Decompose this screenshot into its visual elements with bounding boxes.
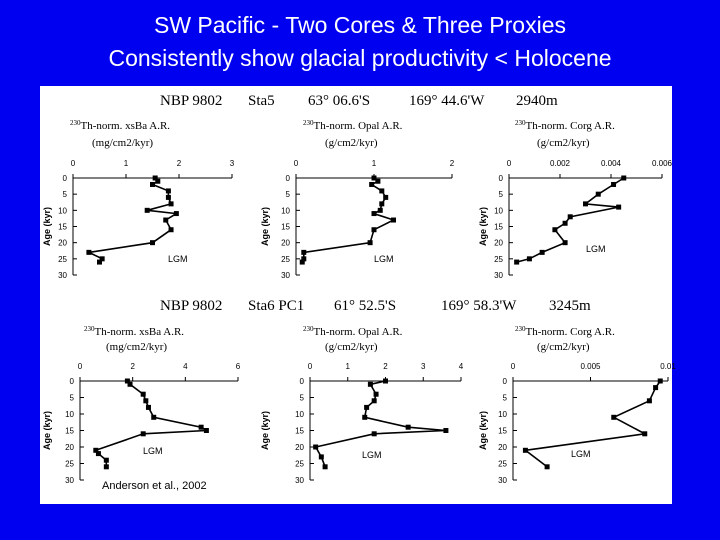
data-point: [653, 385, 658, 390]
x-tick-label: 1: [345, 362, 350, 371]
proxy-chart-5: [260, 325, 464, 485]
data-point: [527, 256, 532, 261]
title-superscript: 230: [84, 325, 95, 333]
data-point: [166, 188, 171, 193]
x-tick-label: 0: [77, 362, 83, 371]
data-point: [104, 458, 109, 463]
title-superscript: 230: [303, 119, 314, 127]
data-point: [141, 431, 146, 436]
y-tick-label: 25: [295, 459, 304, 469]
water-depth: 3245m: [549, 298, 591, 314]
title-text: Th-norm. xsBa A.R.: [80, 120, 171, 132]
x-tick-label: 0: [510, 362, 516, 371]
x-tick-label: 0: [70, 159, 76, 168]
data-point: [611, 415, 616, 420]
y-axis-label: Age (kyr): [478, 410, 488, 451]
y-tick-label: 10: [494, 206, 503, 216]
y-tick-label: 5: [502, 393, 507, 403]
title-superscript: 230: [515, 119, 526, 127]
title-text: Th-norm. xsBa A.R.: [94, 326, 185, 338]
data-point: [301, 250, 306, 255]
y-tick-label: 20: [281, 238, 290, 248]
data-point: [658, 379, 663, 384]
x-tick-label: 3: [421, 362, 426, 371]
y-tick-label: 25: [498, 459, 507, 469]
data-point: [368, 382, 373, 387]
data-point: [523, 448, 528, 453]
y-tick-label: 5: [62, 190, 67, 200]
data-point: [204, 428, 209, 433]
data-point: [174, 211, 179, 216]
x-tick-label: 0.004: [600, 159, 622, 168]
data-point: [372, 227, 377, 232]
data-point: [596, 192, 601, 197]
y-tick-label: 30: [58, 271, 67, 280]
proxy-chart-6: [478, 325, 676, 485]
lgm-annotation: LGM: [374, 254, 394, 264]
y-tick-label: 30: [494, 271, 503, 280]
y-tick-label: 0: [285, 174, 290, 183]
y-axis-label: Age (kyr): [260, 410, 270, 451]
data-point: [378, 208, 383, 213]
data-point: [583, 201, 588, 206]
citation: Anderson et al., 2002: [102, 480, 207, 492]
data-point: [443, 428, 448, 433]
x-tick-label: 0.006: [651, 159, 673, 168]
figure-panel: [40, 86, 676, 504]
y-tick-label: 25: [65, 459, 74, 469]
data-point: [616, 205, 621, 210]
y-tick-label: 5: [299, 393, 304, 403]
data-point: [97, 260, 102, 265]
title-superscript: 230: [303, 325, 314, 333]
data-point: [545, 464, 550, 469]
y-tick-label: 15: [295, 426, 304, 436]
y-tick-label: 0: [299, 377, 304, 386]
data-point: [621, 176, 626, 181]
longitude: 169° 58.3'W: [441, 298, 517, 314]
station-name: Sta5: [248, 93, 275, 109]
y-tick-label: 10: [498, 410, 507, 419]
y-axis-label: Age (kyr): [478, 206, 488, 247]
core-header-sta5: [160, 93, 558, 109]
title-superscript: 230: [70, 119, 81, 127]
data-point: [372, 398, 377, 403]
data-point: [383, 195, 388, 200]
data-point: [383, 379, 388, 384]
chart-units: (mg/cm2/kyr): [106, 341, 168, 353]
y-tick-label: 15: [494, 222, 503, 232]
y-tick-label: 20: [498, 443, 507, 452]
x-tick-label: 2: [449, 159, 455, 168]
y-tick-label: 15: [65, 426, 74, 436]
longitude: 169° 44.6'W: [409, 93, 485, 109]
lgm-annotation: LGM: [571, 449, 591, 459]
data-point: [169, 227, 174, 232]
chart-title: [70, 119, 170, 132]
data-point: [155, 179, 160, 184]
data-point: [374, 392, 379, 397]
data-point: [406, 425, 411, 430]
x-tick-label: 0.005: [580, 362, 601, 371]
data-point: [150, 240, 155, 245]
chart-title: [303, 119, 403, 132]
proxy-chart-2: [260, 119, 455, 280]
title-text: Th-norm. Opal A.R.: [313, 326, 403, 338]
title-text: Th-norm. Corg A.R.: [525, 326, 615, 338]
y-tick-label: 15: [498, 426, 507, 436]
core-header-sta6: [160, 298, 591, 314]
x-tick-label: 0: [307, 362, 313, 371]
data-point: [372, 211, 377, 216]
y-tick-label: 15: [58, 222, 67, 232]
y-tick-label: 5: [285, 190, 290, 200]
y-tick-label: 0: [62, 174, 67, 183]
y-tick-label: 20: [58, 238, 67, 248]
y-tick-label: 5: [69, 393, 74, 403]
x-tick-label: 2: [383, 362, 388, 371]
y-tick-label: 10: [281, 206, 290, 216]
data-point: [568, 214, 573, 219]
y-tick-label: 15: [281, 222, 290, 232]
title-text: Th-norm. Corg A.R.: [525, 120, 615, 132]
data-point: [372, 431, 377, 436]
data-point: [169, 201, 174, 206]
y-tick-label: 30: [65, 476, 74, 485]
x-tick-label: 4: [183, 362, 188, 371]
x-tick-label: 2: [130, 362, 135, 371]
data-point: [163, 218, 168, 223]
slide-title-line2: Consistently show glacial productivity < Holocene: [108, 45, 612, 71]
data-point: [379, 188, 384, 193]
proxy-chart-3: [478, 119, 673, 280]
chart-units: (g/cm2/kyr): [537, 137, 590, 149]
data-point: [128, 382, 133, 387]
data-point: [375, 179, 380, 184]
y-tick-label: 0: [498, 174, 503, 183]
y-tick-label: 30: [295, 476, 304, 485]
data-point: [300, 260, 305, 265]
y-tick-label: 30: [281, 271, 290, 280]
data-point: [362, 415, 367, 420]
data-point: [145, 208, 150, 213]
x-tick-label: 0.002: [549, 159, 571, 168]
x-tick-label: 1: [123, 159, 129, 168]
y-tick-label: 5: [498, 190, 503, 200]
x-tick-label: 0: [293, 159, 299, 168]
data-line: [525, 381, 660, 467]
data-point: [563, 221, 568, 226]
y-tick-label: 10: [295, 410, 304, 419]
data-point: [199, 425, 204, 430]
chart-units: (g/cm2/kyr): [325, 341, 378, 353]
x-tick-label: 2: [176, 159, 182, 168]
data-point: [141, 392, 146, 397]
y-tick-label: 25: [281, 254, 290, 264]
chart-title: [515, 119, 615, 132]
title-text: Th-norm. Opal A.R.: [313, 120, 403, 132]
data-point: [611, 182, 616, 187]
data-point: [647, 398, 652, 403]
x-tick-label: 0: [506, 159, 512, 168]
proxy-chart-1: [42, 119, 235, 280]
y-axis-label: Age (kyr): [260, 206, 270, 247]
data-point: [86, 250, 91, 255]
y-axis-label: Age (kyr): [42, 410, 52, 451]
lgm-annotation: LGM: [168, 254, 188, 264]
data-point: [313, 445, 318, 450]
y-tick-label: 10: [58, 206, 67, 216]
lgm-annotation: LGM: [586, 244, 606, 254]
data-point: [368, 240, 373, 245]
data-point: [642, 431, 647, 436]
x-tick-label: 6: [235, 362, 241, 371]
x-tick-label: 4: [458, 362, 464, 371]
data-point: [166, 195, 171, 200]
y-tick-label: 20: [494, 238, 503, 248]
data-point: [146, 405, 151, 410]
chart-title: [303, 325, 403, 338]
data-line: [517, 178, 624, 262]
data-point: [379, 201, 384, 206]
core-name: NBP 9802: [160, 298, 223, 314]
water-depth: 2940m: [516, 93, 558, 109]
latitude: 61° 52.5'S: [334, 298, 397, 314]
data-point: [319, 454, 324, 459]
y-tick-label: 10: [65, 410, 74, 419]
chart-title: [515, 325, 615, 338]
y-tick-label: 0: [69, 377, 74, 386]
slide-title-line1: SW Pacific - Two Cores & Three Proxies: [153, 12, 566, 38]
data-point: [96, 451, 101, 456]
data-point: [540, 250, 545, 255]
x-tick-label: 1: [371, 159, 377, 168]
x-tick-label: 3: [229, 159, 235, 168]
lgm-annotation: LGM: [143, 446, 163, 456]
data-point: [563, 240, 568, 245]
data-point: [514, 260, 519, 265]
x-tick-label: 0.01: [660, 362, 676, 371]
chart-units: (g/cm2/kyr): [537, 341, 590, 353]
data-point: [552, 227, 557, 232]
chart-units: (mg/cm2/kyr): [92, 137, 154, 149]
y-tick-label: 25: [494, 254, 503, 264]
station-name: Sta6 PC1: [248, 298, 305, 314]
latitude: 63° 06.6'S: [308, 93, 371, 109]
data-point: [104, 464, 109, 469]
y-tick-label: 20: [295, 443, 304, 452]
core-name: NBP 9802: [160, 93, 223, 109]
y-axis-label: Age (kyr): [42, 206, 52, 247]
data-point: [143, 398, 148, 403]
data-point: [369, 182, 374, 187]
y-tick-label: 30: [498, 476, 507, 485]
y-tick-label: 0: [502, 377, 507, 386]
data-point: [151, 415, 156, 420]
title-superscript: 230: [515, 325, 526, 333]
proxy-chart-4: [42, 325, 241, 485]
data-point: [150, 182, 155, 187]
chart-title: [84, 325, 184, 338]
data-point: [364, 405, 369, 410]
proxy-charts-svg: [40, 86, 676, 504]
data-point: [391, 218, 396, 223]
lgm-annotation: LGM: [362, 450, 382, 460]
chart-units: (g/cm2/kyr): [325, 137, 378, 149]
y-tick-label: 25: [58, 254, 67, 264]
y-tick-label: 20: [65, 443, 74, 452]
data-point: [323, 464, 328, 469]
